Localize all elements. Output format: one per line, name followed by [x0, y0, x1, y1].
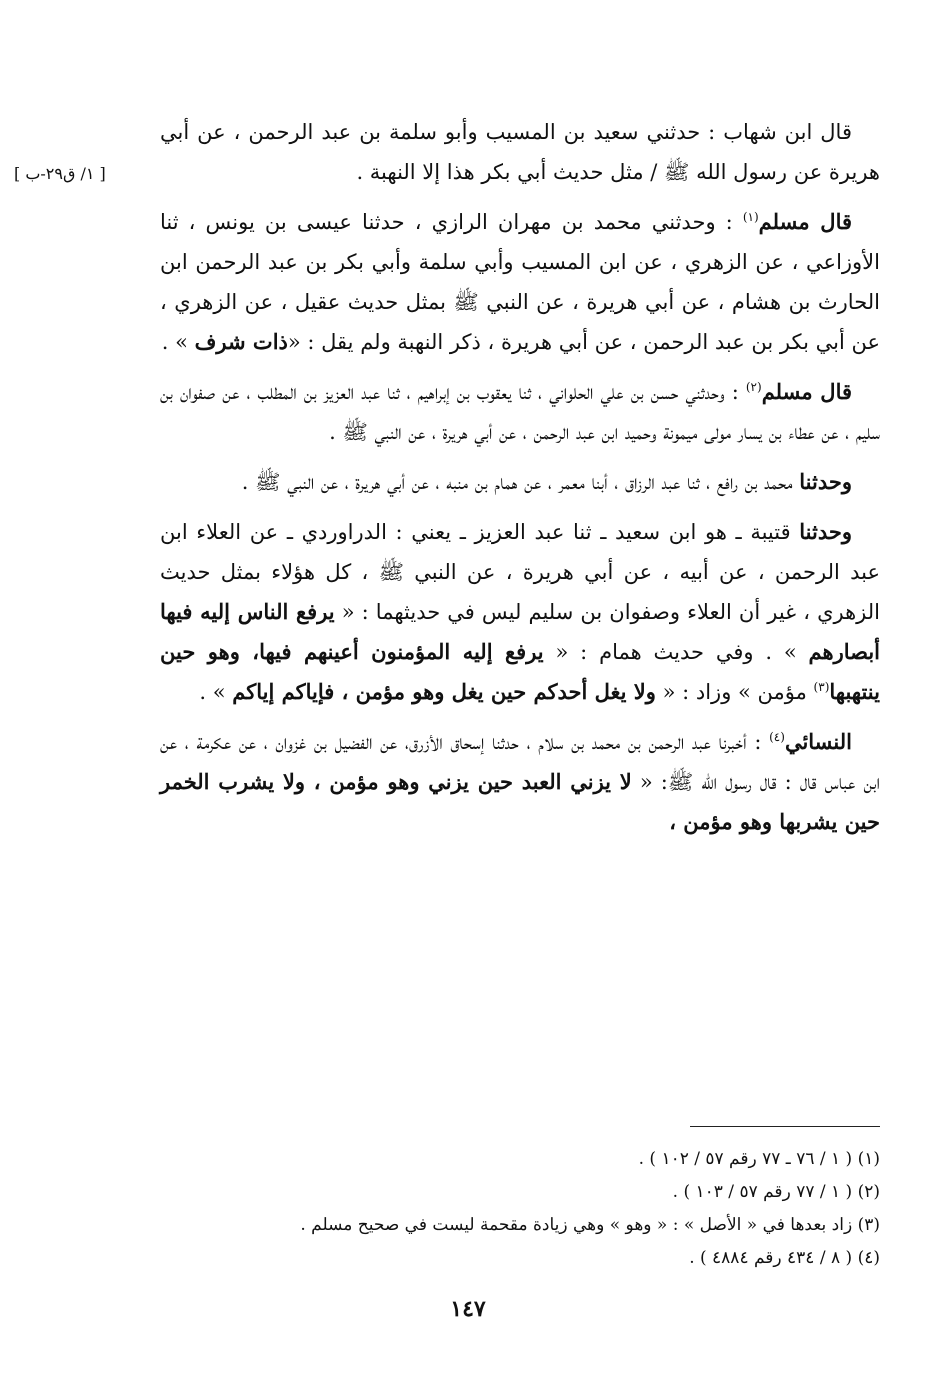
paragraph-5-part-3: مؤمن » وزاد : «: [655, 680, 814, 704]
paragraph-6-lead: النسائي: [784, 729, 852, 754]
paragraph-5-part-2: » . وفي حديث همام : «: [543, 640, 809, 664]
paragraph-2: [160, 202, 880, 362]
margin-manuscript-reference: [ ١/ ق٢٩-ب ]: [14, 164, 106, 183]
paragraph-1-text: قال ابن شهاب : حدثني سعيد بن المسيب وأبو سلمة بن عبد الرحمن ، عن أبي هريرة عن رسول الله ﷺ / مثل حديث أبي بكر هذا إلا النهبة .: [160, 120, 880, 184]
paragraph-2-end: » .: [161, 330, 195, 354]
footnotes: [200, 1143, 880, 1275]
paragraph-3: [160, 372, 880, 452]
paragraph-6-part-1: : أخبرنا عبد الرحمن بن محمد بن سلام ، حدثنا إسحاق الأزرق، عن الفضيل بن غزوان ، عن عكرمة ، عن ابن عباس قال : قال رسول الله ﷺ: «: [160, 730, 880, 794]
footnote-marker-2: (٢): [745, 380, 762, 394]
paragraph-6: [160, 722, 880, 842]
paragraph-4-text: محمد بن رافع ، ثنا عبد الرزاق ، أبنا معمر ، عن همام بن منبه ، عن أبي هريرة ، عن النبي ﷺ .: [241, 470, 800, 494]
paragraph-5-part-4: » .: [199, 680, 233, 704]
paragraph-5-emphasis-3: ولا يغل أحدكم حين يغل وهو مؤمن ، فإياكم إياكم: [232, 679, 656, 704]
footnote-4: (٤) ( ٨ / ٤٣٤ رقم ٤٨٨٤ ) .: [689, 1248, 880, 1268]
main-text: [160, 112, 880, 852]
footnote-marker-4: (٤): [769, 730, 785, 744]
paragraph-4-lead: وحدثنا: [799, 469, 852, 494]
paragraph-2-emphasis: ذات شرف: [194, 329, 288, 354]
paragraph-6-emphasis-1: لا يزني العبد حين يزني وهو مؤمن ، ولا يشرب الخمر حين يشربها وهو مؤمن ،: [160, 769, 880, 834]
paragraph-2-lead: قال مسلم: [758, 209, 853, 234]
footnote-marker-1: (١): [742, 210, 759, 224]
paragraph-3-text: : وحدثني حسن بن علي الحلواني ، ثنا يعقوب بن إبراهيم ، ثنا عبد العزيز بن المطلب ، عن صفوان بن سليم ، عن عطاء بن يسار مولى ميمونة وحميد ابن عبد الرحمن ، عن أبي هريرة ، عن النبي ﷺ .: [160, 380, 880, 444]
footnote-divider: [690, 1126, 880, 1127]
paragraph-5-emphasis-2: يرفع إليه المؤمنون أعينهم فيها، وهو حين ينتهبها: [160, 639, 880, 704]
paragraph-5-part-1: قتيبة ـ هو ابن سعيد ـ ثنا عبد العزيز ـ يعني : الدراوردي ـ عن العلاء ابن عبد الرحمن ، عن أبيه ، عن أبي هريرة ، عن النبي ﷺ ، كل هؤلاء بمثل حديث الزهري ، غير أن العلاء وصفوان بن سليم ليس في حديثهما : «: [160, 520, 880, 624]
footnote-1: (١) ( ١ / ٧٦ ـ ٧٧ رقم ٥٧ / ١٠٢ ) .: [638, 1149, 880, 1169]
paragraph-2-text: : وحدثني محمد بن مهران الرازي ، حدثنا عيسى بن يونس ، ثنا الأوزاعي ، عن الزهري ، عن ابن المسيب وأبي سلمة وأبي بكر بن عبد الرحمن ابن الحارث بن هشام ، عن أبي هريرة ، عن النبي ﷺ بمثل حديث عقيل ، عن الزهري ، عن أبي بكر بن عبد الرحمن ، عن أبي هريرة ، ذكر النهبة ولم يقل : «: [160, 210, 880, 354]
paragraph-3-lead: قال مسلم: [761, 379, 853, 404]
paragraph-4: [160, 462, 880, 502]
paragraph-5: [160, 512, 880, 712]
footnote-2: (٢) ( ١ / ٧٧ رقم ٥٧ / ١٠٣ ) .: [672, 1182, 880, 1202]
paragraph-1: [160, 112, 880, 192]
footnote-3: (٣) زاد بعدها في « الأصل » : « وهو » وهي زيادة مقحمة ليست في صحيح مسلم .: [300, 1215, 880, 1235]
paragraph-5-lead: وحدثنا: [799, 519, 852, 544]
paragraph-5-emphasis-1: يرفع الناس إليه فيها أبصارهم: [160, 599, 880, 664]
page-number: ١٤٧: [450, 1296, 486, 1322]
footnote-marker-3: (٣): [813, 680, 830, 694]
